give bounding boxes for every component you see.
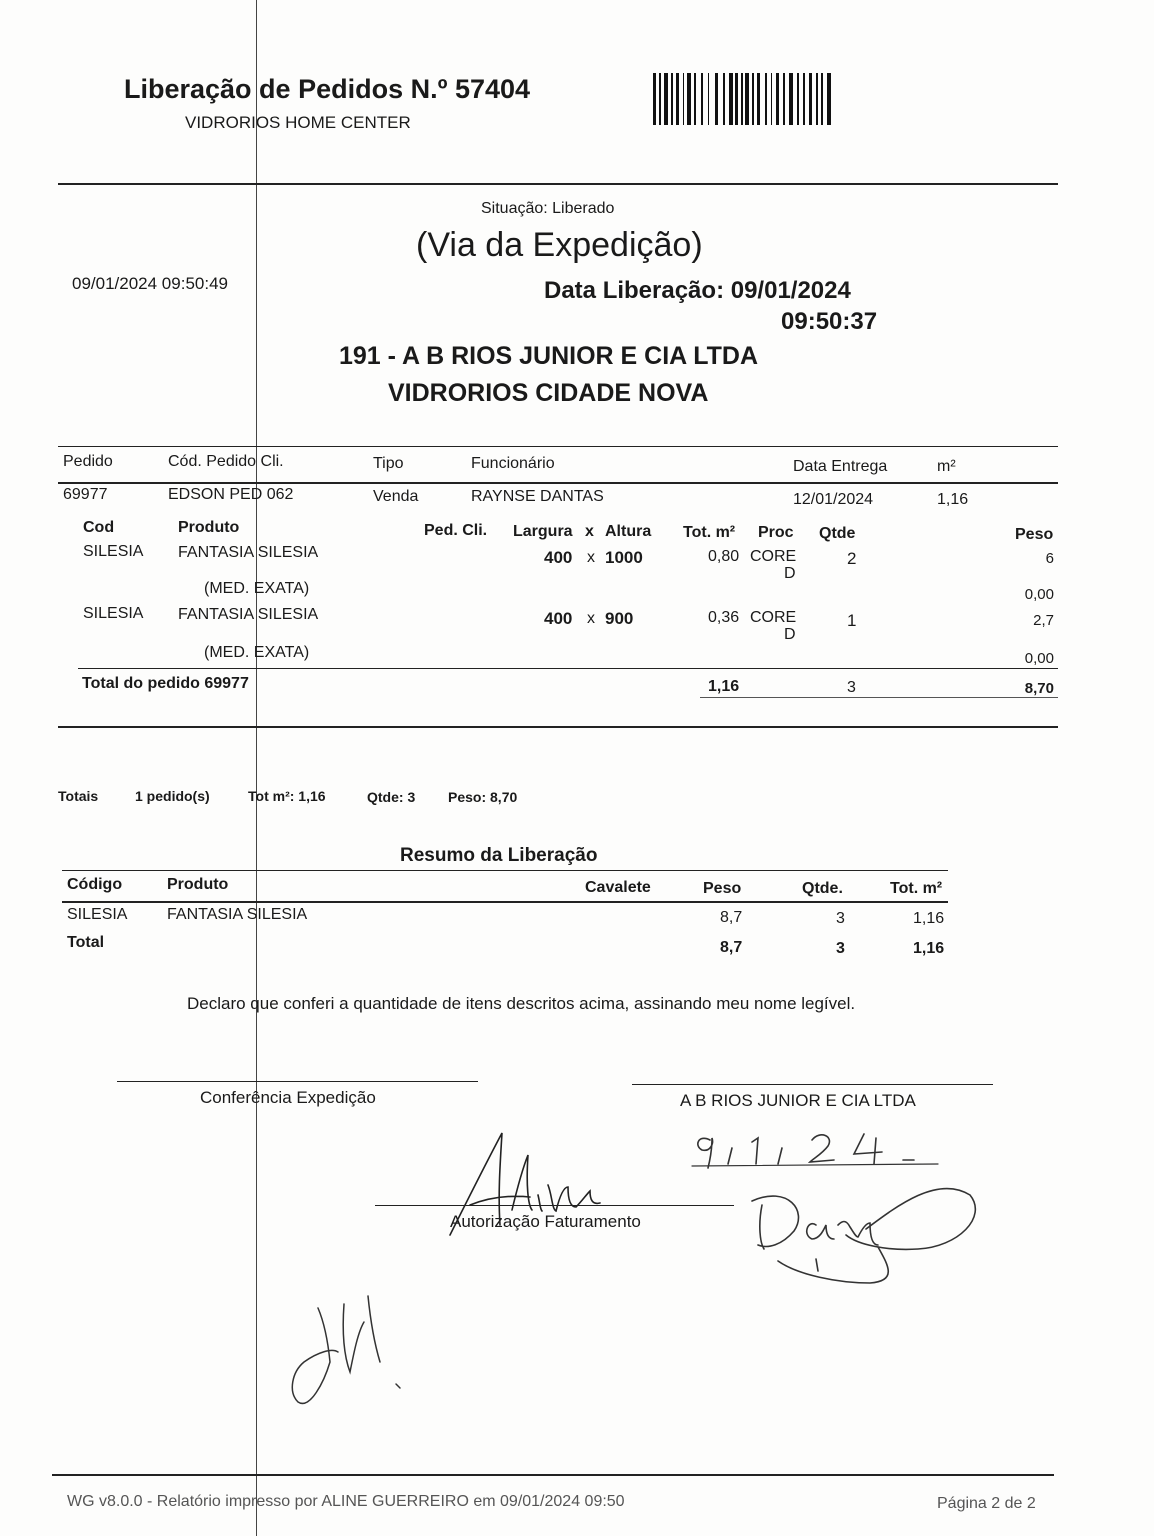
- item-1-cod: SILESIA: [83, 543, 144, 560]
- order-total-under-rule: [700, 697, 1058, 698]
- data-liberacao-label: [544, 277, 851, 305]
- order-total-label: Total do pedido 69977: [82, 675, 249, 692]
- resumo-row-peso: 8,7: [720, 909, 743, 926]
- order-bottom-rule: [58, 726, 1058, 728]
- col-tipo: Tipo: [373, 455, 404, 472]
- resumo-row-produto: FANTASIA SILESIA: [167, 906, 308, 923]
- resumo-col-produto: Produto: [167, 876, 229, 893]
- print-datetime: 09/01/2024 09:50:49: [72, 274, 228, 293]
- order-total-qtde: 3: [847, 679, 856, 696]
- resumo-col-tot-m2: Tot. m²: [890, 880, 943, 897]
- company-signature-label: A B RIOS JUNIOR E CIA LTDA: [680, 1091, 916, 1110]
- data-liberacao-text: Data Liberação:: [544, 277, 725, 304]
- item-col-proc: Proc: [758, 524, 794, 541]
- col-m2: m²: [937, 458, 956, 475]
- resumo-col-peso: Peso: [703, 880, 742, 897]
- item-col-largura: Largura: [513, 523, 573, 540]
- item-col-cod: Cod: [83, 519, 115, 536]
- item-2-qtde: 1: [847, 611, 857, 630]
- item-col-x: x: [585, 523, 594, 540]
- order-header-rule: [58, 482, 1058, 484]
- conferencia-signature-line: [117, 1081, 478, 1082]
- resumo-top-rule: [62, 870, 948, 871]
- item-2-altura: 900: [605, 609, 634, 628]
- item-1-tot-m2: 0,80: [708, 548, 740, 565]
- items-total-rule: [78, 668, 1058, 669]
- footer-report-info: WG v8.0.0 - Relatório impresso por ALINE GUERREIRO em 09/01/2024 09:50: [67, 1493, 625, 1510]
- barcode-icon: [653, 73, 831, 125]
- item-2-peso-sub: 0,00: [1024, 650, 1054, 667]
- item-2-largura: 400: [544, 609, 573, 628]
- col-cod-pedido-cli: Cód. Pedido Cli.: [168, 453, 284, 470]
- totais-pedidos: 1 pedido(s): [135, 788, 210, 804]
- order-cod-pedido-cli: EDSON PED 062: [168, 486, 294, 503]
- item-col-peso: Peso: [1015, 526, 1054, 543]
- col-pedido: Pedido: [63, 453, 113, 470]
- item-1-x: x: [587, 549, 595, 566]
- order-top-rule: [58, 446, 1058, 447]
- resumo-total-label: Total: [67, 934, 105, 951]
- page-title: Liberação de Pedidos N.º 57404: [124, 74, 531, 104]
- resumo-row-codigo: SILESIA: [67, 906, 128, 923]
- totais-qtde: Qtde: 3: [367, 789, 416, 805]
- item-col-altura: Altura: [605, 523, 652, 540]
- resumo-col-cavalete: Cavalete: [585, 879, 651, 896]
- situacao-label: Situação: Liberado: [481, 200, 615, 217]
- resumo-row-qtde: 3: [836, 910, 845, 927]
- resumo-total-tot-m2: 1,16: [913, 940, 945, 957]
- item-2-proc-cont: D: [784, 626, 796, 643]
- autorizacao-label: Autorização Faturamento: [450, 1212, 641, 1231]
- item-2-peso: 2,7: [1033, 612, 1054, 629]
- order-funcionario: RAYNSE DANTAS: [471, 488, 604, 505]
- item-col-tot-m2: Tot. m²: [683, 524, 736, 541]
- resumo-col-qtde: Qtde.: [802, 880, 843, 897]
- item-1-sub: (MED. EXATA): [204, 580, 310, 597]
- item-1-produto: FANTASIA SILESIA: [178, 544, 319, 561]
- order-total-m2: 1,16: [708, 678, 740, 695]
- item-1-proc-cont: D: [784, 565, 796, 582]
- resumo-header-rule: [62, 901, 948, 903]
- totais-peso: Peso: 8,70: [448, 789, 518, 805]
- totais-tot-m2: Tot m²: 1,16: [248, 788, 326, 804]
- company-name: VIDRORIOS HOME CENTER: [185, 113, 411, 132]
- client-line-2: VIDRORIOS CIDADE NOVA: [388, 379, 709, 407]
- col-data-entrega: Data Entrega: [793, 458, 888, 475]
- col-funcionario: Funcionário: [471, 455, 555, 472]
- resumo-row-tot-m2: 1,16: [913, 910, 945, 927]
- conferencia-label: Conferência Expedição: [200, 1088, 376, 1107]
- data-liberacao-date: 09/01/2024: [730, 277, 851, 304]
- resumo-total-peso: 8,7: [720, 939, 743, 956]
- item-1-peso-sub: 0,00: [1024, 586, 1054, 603]
- client-line-1: 191 - A B RIOS JUNIOR E CIA LTDA: [339, 342, 759, 370]
- item-2-produto: FANTASIA SILESIA: [178, 606, 319, 623]
- item-2-sub: (MED. EXATA): [204, 644, 310, 661]
- item-1-proc: CORE: [750, 548, 797, 565]
- handwritten-signature-aline: [440, 1125, 610, 1245]
- item-2-x: x: [587, 610, 595, 627]
- footer-rule: [52, 1474, 1054, 1476]
- order-data-entrega: 12/01/2024: [793, 491, 874, 508]
- data-liberacao-time: 09:50:37: [781, 308, 878, 335]
- resumo-total-qtde: 3: [836, 940, 845, 957]
- via-label: (Via da Expedição): [416, 226, 703, 264]
- company-signature-line: [632, 1084, 993, 1085]
- item-1-peso: 6: [1045, 550, 1054, 567]
- resumo-title: Resumo da Liberação: [400, 845, 598, 866]
- footer-page-number: Página 2 de 2: [937, 1495, 1036, 1512]
- item-col-qtde: Qtde: [819, 525, 856, 542]
- item-col-produto: Produto: [178, 519, 240, 536]
- handwritten-scribble: [284, 1292, 414, 1417]
- item-2-cod: SILESIA: [83, 605, 144, 622]
- handwritten-signature-dany: [738, 1165, 983, 1295]
- declaration-text: Declaro que conferi a quantidade de itens descritos acima, assinando meu nome legível.: [187, 994, 856, 1013]
- resumo-col-codigo: Código: [67, 876, 123, 893]
- scan-fold-line: [256, 0, 257, 1536]
- order-total-peso: 8,70: [1024, 680, 1054, 697]
- item-col-ped-cli: Ped. Cli.: [424, 522, 488, 539]
- order-pedido: 69977: [63, 486, 108, 503]
- item-1-altura: 1000: [605, 548, 643, 567]
- item-1-qtde: 2: [847, 549, 857, 568]
- item-1-largura: 400: [544, 548, 573, 567]
- order-m2: 1,16: [937, 491, 969, 508]
- item-2-tot-m2: 0,36: [708, 609, 740, 626]
- order-tipo: Venda: [373, 488, 419, 505]
- item-2-proc: CORE: [750, 609, 797, 626]
- totais-label: Totais: [58, 788, 99, 804]
- header-divider: [58, 183, 1058, 185]
